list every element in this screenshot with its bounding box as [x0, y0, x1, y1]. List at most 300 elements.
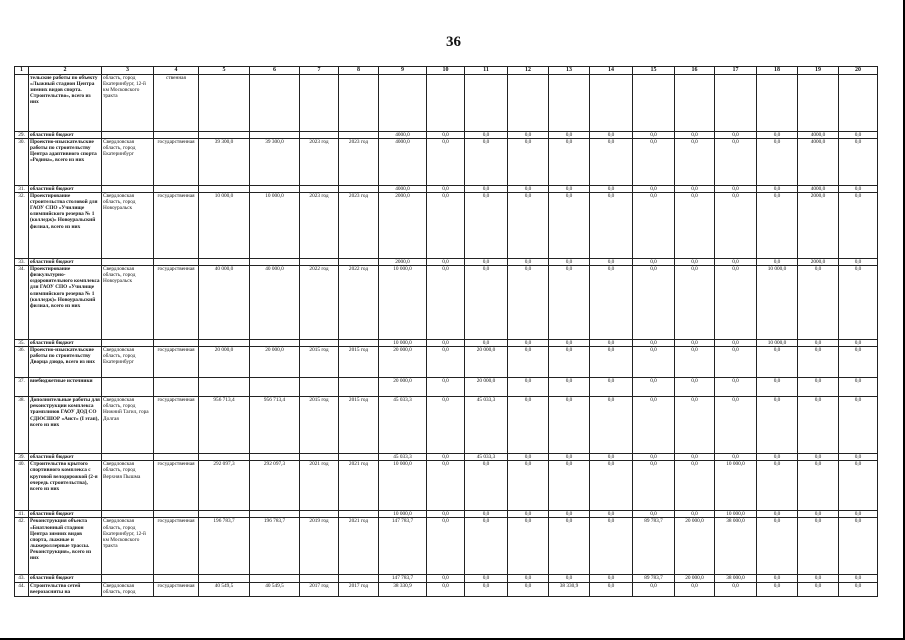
- table-cell: 0,0: [757, 132, 798, 139]
- table-cell: государственная: [154, 193, 199, 259]
- table-cell: 4000,0: [798, 186, 839, 193]
- table-cell: [250, 132, 300, 139]
- table-cell: 0,0: [675, 582, 715, 596]
- table-cell: [154, 340, 199, 347]
- table-cell: [339, 575, 379, 582]
- table-row: [15, 259, 878, 266]
- table-cell: 0,0: [590, 132, 633, 139]
- table-cell: 20 000,0: [379, 378, 427, 397]
- table-cell: 0,0: [798, 454, 839, 461]
- table-cell: 40 000,0: [199, 266, 250, 340]
- table-row: [15, 340, 878, 347]
- item-name: областной бюджет: [29, 454, 102, 461]
- table-cell: [300, 340, 339, 347]
- item-name: Проектно-изыскательские работы по строительству Дворца дзюдо, всего из них: [29, 347, 102, 378]
- table-cell: 0,0: [839, 454, 878, 461]
- table-row: [15, 454, 878, 461]
- table-cell: 0,0: [549, 193, 590, 259]
- table-cell: 2021 год: [339, 518, 379, 575]
- table-cell: Свердловская область, город Новоуральск: [102, 193, 154, 259]
- table-cell: 0,0: [465, 139, 508, 186]
- table-cell: 0,0: [590, 518, 633, 575]
- table-cell: 0,0: [427, 139, 465, 186]
- table-cell: 4000,0: [798, 132, 839, 139]
- table-cell: 0,0: [675, 340, 715, 347]
- table-cell: 0,0: [675, 139, 715, 186]
- table-cell: [199, 511, 250, 518]
- table-cell: [154, 186, 199, 193]
- table-cell: 292 097,3: [250, 461, 300, 511]
- table-cell: 0,0: [675, 193, 715, 259]
- table-cell: [250, 186, 300, 193]
- row-number: 44.: [15, 582, 29, 596]
- table-cell: государственная: [154, 582, 199, 596]
- table-cell: [339, 511, 379, 518]
- table-cell: 0,0: [757, 193, 798, 259]
- table-cell: 0,0: [757, 582, 798, 596]
- table-cell: 0,0: [757, 454, 798, 461]
- item-name: Строительство сетей веерозасниты на: [29, 582, 102, 596]
- table-row: [15, 518, 878, 575]
- table-cell: 956 713,4: [250, 397, 300, 454]
- table-cell: 0,0: [633, 259, 675, 266]
- column-number-row: [15, 67, 878, 75]
- table-cell: 0,0: [715, 259, 757, 266]
- table-cell: [199, 186, 250, 193]
- table-cell: [199, 75, 250, 132]
- table-cell: 0,0: [675, 397, 715, 454]
- table-cell: 2000,0: [798, 259, 839, 266]
- table-cell: 20 000,0: [250, 347, 300, 378]
- table-cell: государственная: [154, 347, 199, 378]
- table-row: [15, 186, 878, 193]
- table-cell: 0,0: [465, 259, 508, 266]
- item-name: областной бюджет: [29, 259, 102, 266]
- table-cell: [549, 75, 590, 132]
- table-row: [15, 582, 878, 596]
- table-cell: [339, 259, 379, 266]
- table-cell: 38 000,0: [715, 575, 757, 582]
- table-cell: 0,0: [757, 575, 798, 582]
- table-cell: 0,0: [427, 397, 465, 454]
- table-cell: [339, 340, 379, 347]
- row-number: 33.: [15, 259, 29, 266]
- table-cell: [339, 186, 379, 193]
- row-number: 29.: [15, 132, 29, 139]
- table-cell: 2019 год: [300, 518, 339, 575]
- table-cell: 2015 год: [300, 347, 339, 378]
- table-cell: [300, 75, 339, 132]
- item-name: областной бюджет: [29, 186, 102, 193]
- row-number: 30.: [15, 139, 29, 186]
- table-cell: 4000,0: [379, 186, 427, 193]
- row-number: 40.: [15, 461, 29, 511]
- item-name: Проектирование строительства столовой для ГАОУ СПО «Училище олимпийского резерва № 1 (колледж)» Новоуральский филиал, всего из них: [29, 193, 102, 259]
- table-cell: 2023 год: [339, 139, 379, 186]
- table-cell: 10 000,0: [199, 193, 250, 259]
- item-name: Реконструкция объекта «Биатлонный стадион Центра зимних видов спорта, лыжные и лыжероллерные трассы. Реконструкция», всего из них: [29, 518, 102, 575]
- table-cell: 0,0: [549, 518, 590, 575]
- item-name: Строительство крытого спортивного комплекса с круговой велодорожкой (2-я очередь строительства), всего из них: [29, 461, 102, 511]
- item-name: Проектно-изыскательские работы по строительству Центра адаптивного спорта «Родина», всего из них: [29, 139, 102, 186]
- table-cell: 0,0: [798, 582, 839, 596]
- table-cell: 10 000,0: [715, 461, 757, 511]
- table-row: [15, 575, 878, 582]
- table-row: [15, 378, 878, 397]
- table-cell: 2015 год: [300, 397, 339, 454]
- table-cell: 0,0: [427, 575, 465, 582]
- table-cell: 0,0: [549, 132, 590, 139]
- table-cell: 10 000,0: [250, 193, 300, 259]
- column-number: 8: [339, 67, 379, 75]
- table-cell: 0,0: [465, 582, 508, 596]
- table-cell: 39 300,0: [250, 139, 300, 186]
- table-cell: 2000,0: [379, 193, 427, 259]
- table-cell: [102, 378, 154, 397]
- table-cell: 0,0: [590, 186, 633, 193]
- table-cell: 0,0: [508, 193, 549, 259]
- table-cell: [250, 340, 300, 347]
- item-name: Дополнительные работы для реконструкции комплекса трамплинов ГАОУ ДОД СО СДЮСШОР «Аист» (I этап), всего из них: [29, 397, 102, 454]
- table-cell: [339, 454, 379, 461]
- item-name: внебюджетные источники: [29, 378, 102, 397]
- table-cell: 0,0: [508, 511, 549, 518]
- table-cell: 0,0: [675, 132, 715, 139]
- table-cell: 0,0: [633, 132, 675, 139]
- table-cell: 38 330,9: [549, 582, 590, 596]
- table-cell: [250, 575, 300, 582]
- table-cell: 0,0: [508, 139, 549, 186]
- table-cell: государственная: [154, 139, 199, 186]
- column-number: 13: [549, 67, 590, 75]
- table-cell: 0,0: [549, 461, 590, 511]
- table-cell: 20 000,0: [465, 378, 508, 397]
- table-cell: 2022 год: [300, 266, 339, 340]
- table-cell: 196 783,7: [199, 518, 250, 575]
- table-cell: 0,0: [839, 340, 878, 347]
- table-cell: 0,0: [633, 139, 675, 186]
- column-number: 15: [633, 67, 675, 75]
- table-cell: Свердловская область, город Новоуральск: [102, 266, 154, 340]
- table-cell: 0,0: [798, 518, 839, 575]
- column-number: 17: [715, 67, 757, 75]
- table-cell: 0,0: [427, 347, 465, 378]
- table-cell: 0,0: [757, 461, 798, 511]
- table-cell: 0,0: [465, 511, 508, 518]
- table-cell: 0,0: [715, 582, 757, 596]
- table-cell: 4000,0: [798, 139, 839, 186]
- table-cell: [300, 575, 339, 582]
- table-cell: 10 000,0: [379, 511, 427, 518]
- row-number: 38.: [15, 397, 29, 454]
- table-cell: 0,0: [675, 347, 715, 378]
- table-cell: 0,0: [508, 266, 549, 340]
- table-cell: 2017 год: [300, 582, 339, 596]
- table-cell: Свердловская область, город Екатеринбург: [102, 347, 154, 378]
- budget-table: [14, 66, 878, 597]
- item-name: областной бюджет: [29, 340, 102, 347]
- table-cell: [102, 340, 154, 347]
- table-cell: [199, 132, 250, 139]
- table-row: [15, 75, 878, 132]
- table-cell: 0,0: [839, 582, 878, 596]
- table-cell: 0,0: [839, 193, 878, 259]
- table-cell: 0,0: [715, 139, 757, 186]
- table-cell: 2015 год: [339, 347, 379, 378]
- table-cell: 147 783,7: [379, 518, 427, 575]
- column-number: 5: [199, 67, 250, 75]
- table-cell: 0,0: [590, 193, 633, 259]
- table-cell: [300, 186, 339, 193]
- column-number: 10: [427, 67, 465, 75]
- table-cell: 45 033,3: [379, 454, 427, 461]
- table-cell: 10 000,0: [715, 511, 757, 518]
- table-cell: 0,0: [549, 378, 590, 397]
- table-cell: 40 549,5: [250, 582, 300, 596]
- table-cell: 0,0: [590, 397, 633, 454]
- table-cell: 0,0: [675, 511, 715, 518]
- table-cell: 0,0: [798, 511, 839, 518]
- table-cell: [379, 75, 427, 132]
- table-cell: 0,0: [465, 340, 508, 347]
- table-cell: 10 000,0: [379, 461, 427, 511]
- table-cell: 39 300,0: [199, 139, 250, 186]
- table-cell: 0,0: [465, 575, 508, 582]
- table-cell: [102, 454, 154, 461]
- table-cell: 45 033,3: [465, 397, 508, 454]
- column-number: 18: [757, 67, 798, 75]
- row-number: 42.: [15, 518, 29, 575]
- table-cell: 0,0: [715, 454, 757, 461]
- table-cell: 0,0: [508, 518, 549, 575]
- table-cell: 0,0: [590, 454, 633, 461]
- table-cell: 0,0: [508, 132, 549, 139]
- item-name: тельские работы по объекту «Лыжный стадион Центра зимних видов спорта. Строительство», всего из них: [29, 75, 102, 132]
- table-cell: 0,0: [508, 575, 549, 582]
- table-cell: 0,0: [798, 397, 839, 454]
- table-cell: 0,0: [427, 461, 465, 511]
- table-cell: государственная: [154, 397, 199, 454]
- table-cell: 0,0: [839, 378, 878, 397]
- table-cell: 0,0: [508, 347, 549, 378]
- table-cell: 147 783,7: [379, 575, 427, 582]
- table-cell: 2023 год: [339, 193, 379, 259]
- table-cell: [339, 75, 379, 132]
- table-cell: 38 330,9: [379, 582, 427, 596]
- table-row: [15, 347, 878, 378]
- table-cell: 0,0: [839, 397, 878, 454]
- table-cell: 0,0: [839, 461, 878, 511]
- item-name: областной бюджет: [29, 511, 102, 518]
- table-cell: 10 000,0: [757, 340, 798, 347]
- table-cell: Свердловская область, город: [102, 582, 154, 596]
- table-cell: [300, 454, 339, 461]
- column-number: 7: [300, 67, 339, 75]
- row-number: 35.: [15, 340, 29, 347]
- table-cell: 0,0: [508, 582, 549, 596]
- page-number: 36: [446, 34, 461, 50]
- table-cell: 0,0: [757, 397, 798, 454]
- table-cell: государственная: [154, 461, 199, 511]
- table-cell: 0,0: [633, 378, 675, 397]
- table-cell: 0,0: [427, 454, 465, 461]
- table-cell: 0,0: [798, 347, 839, 378]
- table-cell: [102, 575, 154, 582]
- table-cell: [102, 259, 154, 266]
- table-row: [15, 266, 878, 340]
- table-cell: [250, 259, 300, 266]
- table-cell: 0,0: [549, 186, 590, 193]
- table-cell: 0,0: [839, 139, 878, 186]
- table-cell: 0,0: [757, 139, 798, 186]
- table-cell: [250, 454, 300, 461]
- table-cell: 0,0: [798, 266, 839, 340]
- table-cell: [250, 75, 300, 132]
- table-cell: 0,0: [675, 266, 715, 340]
- table-cell: 0,0: [757, 347, 798, 378]
- table-cell: 0,0: [549, 139, 590, 186]
- table-cell: [757, 75, 798, 132]
- table-cell: 0,0: [715, 266, 757, 340]
- table-cell: 0,0: [715, 347, 757, 378]
- table-cell: 0,0: [839, 259, 878, 266]
- table-cell: 0,0: [590, 461, 633, 511]
- table-cell: 0,0: [590, 347, 633, 378]
- table-cell: 0,0: [590, 266, 633, 340]
- table-cell: 0,0: [427, 266, 465, 340]
- table-cell: [427, 75, 465, 132]
- table-cell: 0,0: [427, 259, 465, 266]
- table-cell: 0,0: [757, 259, 798, 266]
- table-cell: 10 000,0: [379, 340, 427, 347]
- table-cell: [465, 75, 508, 132]
- table-cell: 0,0: [839, 266, 878, 340]
- table-cell: 0,0: [549, 397, 590, 454]
- table-cell: 0,0: [798, 461, 839, 511]
- table-cell: 0,0: [508, 454, 549, 461]
- table-cell: 0,0: [715, 193, 757, 259]
- table-cell: 20 000,0: [199, 347, 250, 378]
- table-cell: 0,0: [549, 266, 590, 340]
- column-number: 12: [508, 67, 549, 75]
- table-cell: 0,0: [715, 132, 757, 139]
- table-cell: [300, 132, 339, 139]
- table-cell: 0,0: [757, 511, 798, 518]
- table-cell: [102, 186, 154, 193]
- table-cell: 0,0: [427, 582, 465, 596]
- table-cell: 0,0: [633, 454, 675, 461]
- row-number: 41.: [15, 511, 29, 518]
- table-row: [15, 132, 878, 139]
- table-cell: 0,0: [549, 259, 590, 266]
- table-cell: 0,0: [757, 518, 798, 575]
- table-cell: область, город Екатеринбург, 12-й км Московского тракта: [102, 75, 154, 132]
- table-cell: 0,0: [465, 461, 508, 511]
- table-cell: 2023 год: [300, 139, 339, 186]
- table-cell: 0,0: [757, 378, 798, 397]
- table-cell: 0,0: [633, 461, 675, 511]
- table-cell: [154, 378, 199, 397]
- row-number: 36.: [15, 347, 29, 378]
- table-cell: 0,0: [633, 397, 675, 454]
- table-cell: 0,0: [715, 397, 757, 454]
- table-cell: 0,0: [590, 340, 633, 347]
- row-number: 43.: [15, 575, 29, 582]
- table-cell: 0,0: [465, 518, 508, 575]
- table-cell: 0,0: [839, 511, 878, 518]
- table-cell: 2000,0: [379, 259, 427, 266]
- column-number: 9: [379, 67, 427, 75]
- table-cell: 45 033,3: [379, 397, 427, 454]
- table-cell: Свердловская область, город Екатеринбург, 12-й км Московского тракта: [102, 518, 154, 575]
- table-cell: 0,0: [465, 193, 508, 259]
- table-cell: 0,0: [465, 266, 508, 340]
- table-cell: 0,0: [508, 340, 549, 347]
- table-cell: [590, 75, 633, 132]
- table-cell: 4000,0: [379, 132, 427, 139]
- table-cell: 0,0: [675, 259, 715, 266]
- table-cell: 0,0: [427, 193, 465, 259]
- table-cell: 0,0: [798, 340, 839, 347]
- row-number: 32.: [15, 193, 29, 259]
- table-cell: 0,0: [633, 193, 675, 259]
- table-cell: [154, 575, 199, 582]
- table-row: [15, 461, 878, 511]
- table-cell: 0,0: [633, 340, 675, 347]
- item-name: Проектирование физкультурно-оздоровительного комплекса для ГАОУ СПО «Училище олимпийского резерва № 1 (колледж)» Новоуральский филиал, всего из них: [29, 266, 102, 340]
- table-cell: 0,0: [427, 132, 465, 139]
- item-name: областной бюджет: [29, 132, 102, 139]
- table-cell: 0,0: [590, 511, 633, 518]
- table-cell: 89 783,7: [633, 575, 675, 582]
- table-cell: 0,0: [798, 575, 839, 582]
- table-cell: 956 713,4: [199, 397, 250, 454]
- item-name: областной бюджет: [29, 575, 102, 582]
- table-row: [15, 511, 878, 518]
- table-cell: государственная: [154, 518, 199, 575]
- column-number: 19: [798, 67, 839, 75]
- table-cell: 0,0: [549, 454, 590, 461]
- table-cell: 0,0: [839, 347, 878, 378]
- table-cell: 0,0: [508, 378, 549, 397]
- table-cell: [154, 454, 199, 461]
- table-cell: 0,0: [633, 347, 675, 378]
- table-cell: 0,0: [633, 186, 675, 193]
- table-cell: 0,0: [798, 378, 839, 397]
- table-cell: 2021 год: [339, 461, 379, 511]
- table-cell: 292 097,3: [199, 461, 250, 511]
- column-number: 20: [839, 67, 878, 75]
- table-cell: 0,0: [549, 575, 590, 582]
- table-cell: [250, 511, 300, 518]
- table-cell: [199, 340, 250, 347]
- table-cell: [102, 511, 154, 518]
- table-cell: 0,0: [675, 461, 715, 511]
- column-number: 14: [590, 67, 633, 75]
- table-cell: 40 000,0: [250, 266, 300, 340]
- table-cell: [798, 75, 839, 132]
- table-cell: 0,0: [549, 347, 590, 378]
- table-cell: 0,0: [590, 378, 633, 397]
- table-cell: 0,0: [633, 582, 675, 596]
- column-number: 4: [154, 67, 199, 75]
- row-number: 39.: [15, 454, 29, 461]
- table-cell: 2023 год: [300, 193, 339, 259]
- table-cell: 0,0: [715, 340, 757, 347]
- table-cell: [300, 378, 339, 397]
- table-cell: 0,0: [427, 186, 465, 193]
- table-cell: Свердловская область, город Нижний Тагил, гора Долгая: [102, 397, 154, 454]
